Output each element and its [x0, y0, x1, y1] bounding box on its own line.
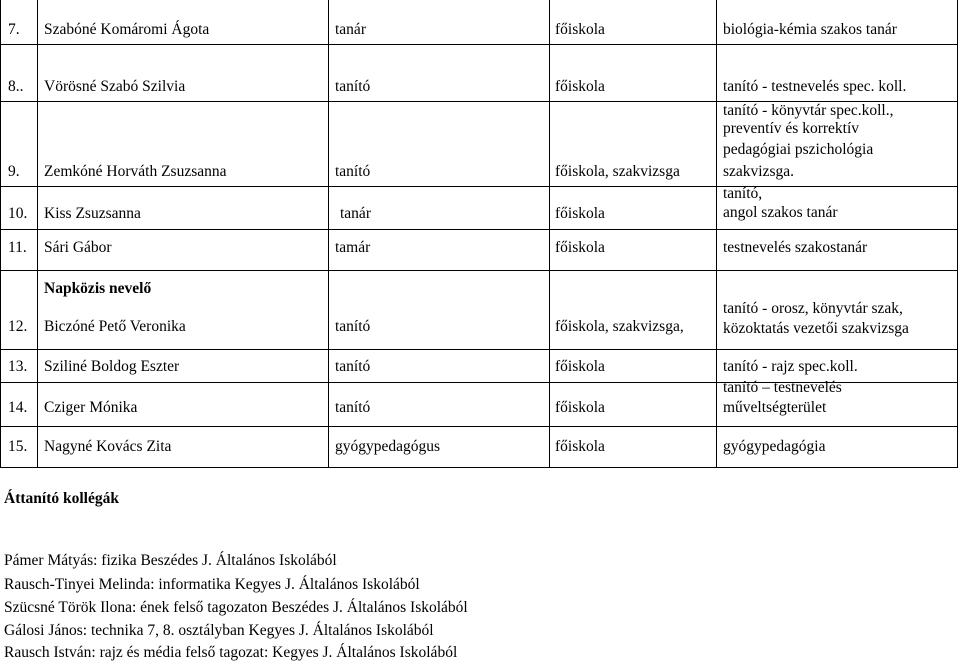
staff-specialization: tanító - könyvtár spec.koll.,: [723, 102, 894, 119]
staff-education: főiskola: [555, 399, 605, 416]
list-item: Rausch-Tinyei Melinda: informatika Kegyes J. Általános Iskolából: [4, 576, 420, 593]
row-number: 10.: [8, 205, 28, 222]
staff-role: tanító: [335, 163, 371, 180]
staff-name: Nagyné Kovács Zita: [44, 438, 172, 455]
staff-specialization: műveltségterület: [723, 399, 827, 416]
table-border-h: [0, 229, 958, 230]
table-border-h: [0, 467, 958, 468]
staff-education: főiskola, szakvizsga: [555, 163, 680, 180]
list-item: Pámer Mátyás: fizika Beszédes J. Általános Iskolából: [4, 552, 337, 569]
staff-name: Sziliné Boldog Eszter: [44, 358, 180, 375]
staff-name: Biczóné Pető Veronika: [44, 318, 186, 335]
list-item: Gálosi János: technika 7, 8. osztályban Kegyes J. Általános Iskolából: [4, 622, 434, 639]
staff-role: tamár: [335, 239, 371, 256]
staff-specialization: tanító - rajz spec.koll.: [723, 358, 858, 375]
staff-specialization: tanító,: [723, 185, 763, 202]
staff-role: gyógypedagógus: [335, 438, 441, 455]
staff-specialization: preventív és korrektív: [723, 120, 860, 137]
staff-education: főiskola: [555, 205, 605, 222]
row-number: 11.: [8, 239, 27, 256]
table-border-h: [0, 44, 958, 45]
row-number: 13.: [8, 358, 28, 375]
table-border-v: [957, 0, 958, 468]
staff-specialization: közoktatás vezetői szakvizsga: [723, 320, 909, 337]
staff-specialization: szakvizsga.: [723, 163, 795, 180]
staff-education: főiskola, szakvizsga,: [555, 318, 684, 335]
staff-specialization: angol szakos tanár: [723, 204, 838, 221]
row-number: 9.: [8, 163, 20, 180]
staff-role: tanító: [335, 78, 371, 95]
staff-education: főiskola: [555, 438, 605, 455]
section-header: Napközis nevelő: [44, 280, 152, 297]
staff-specialization: gyógypedagógia: [723, 438, 826, 455]
staff-role: tanító: [335, 399, 371, 416]
staff-name: Vörösné Szabó Szilvia: [44, 78, 186, 95]
staff-specialization: pedagógiai pszichológia: [723, 141, 874, 158]
staff-education: főiskola: [555, 358, 605, 375]
staff-name: Cziger Mónika: [44, 399, 138, 416]
table-border-v: [716, 0, 717, 468]
staff-name: Sári Gábor: [44, 239, 112, 256]
staff-education: főiskola: [555, 239, 605, 256]
staff-specialization: testnevelés szakostanár: [723, 239, 868, 256]
table-border-v: [37, 0, 38, 468]
staff-role: tanár: [335, 21, 366, 38]
table-border-h: [0, 270, 958, 271]
staff-name: Szabóné Komáromi Ágota: [44, 21, 210, 38]
staff-role: tanító: [335, 358, 371, 375]
staff-specialization: biológia-kémia szakos tanár: [723, 21, 897, 38]
table-border-v: [0, 0, 1, 468]
table-border-v: [549, 0, 550, 468]
table-border-h: [0, 426, 958, 427]
table-border-h: [0, 186, 958, 187]
staff-role: tanár: [340, 205, 371, 222]
row-number: 7.: [8, 21, 20, 38]
staff-name: Zemkóné Horváth Zsuzsanna: [44, 163, 227, 180]
table-border-v: [328, 0, 329, 468]
staff-specialization: tanító - testnevelés spec. koll.: [723, 78, 907, 95]
list-item: Rausch István: rajz és média felső tagozat: Kegyes J. Általános Iskolából: [4, 644, 458, 661]
staff-specialization: tanító – testnevelés: [723, 379, 842, 396]
row-number: 14.: [8, 399, 28, 416]
table-border-h: [0, 349, 958, 350]
staff-education: főiskola: [555, 78, 605, 95]
staff-education: főiskola: [555, 21, 605, 38]
row-number: 8..: [8, 78, 24, 95]
staff-role: tanító: [335, 318, 371, 335]
staff-name: Kiss Zsuzsanna: [44, 205, 141, 222]
list-item: Szücsné Török Ilona: ének felső tagozaton Beszédes J. Általános Iskolából: [4, 599, 468, 616]
staff-specialization: tanító - orosz, könyvtár szak,: [723, 300, 903, 317]
visiting-teachers-title: Áttanító kollégák: [4, 490, 119, 507]
row-number: 15.: [8, 438, 28, 455]
row-number: 12.: [8, 318, 28, 335]
